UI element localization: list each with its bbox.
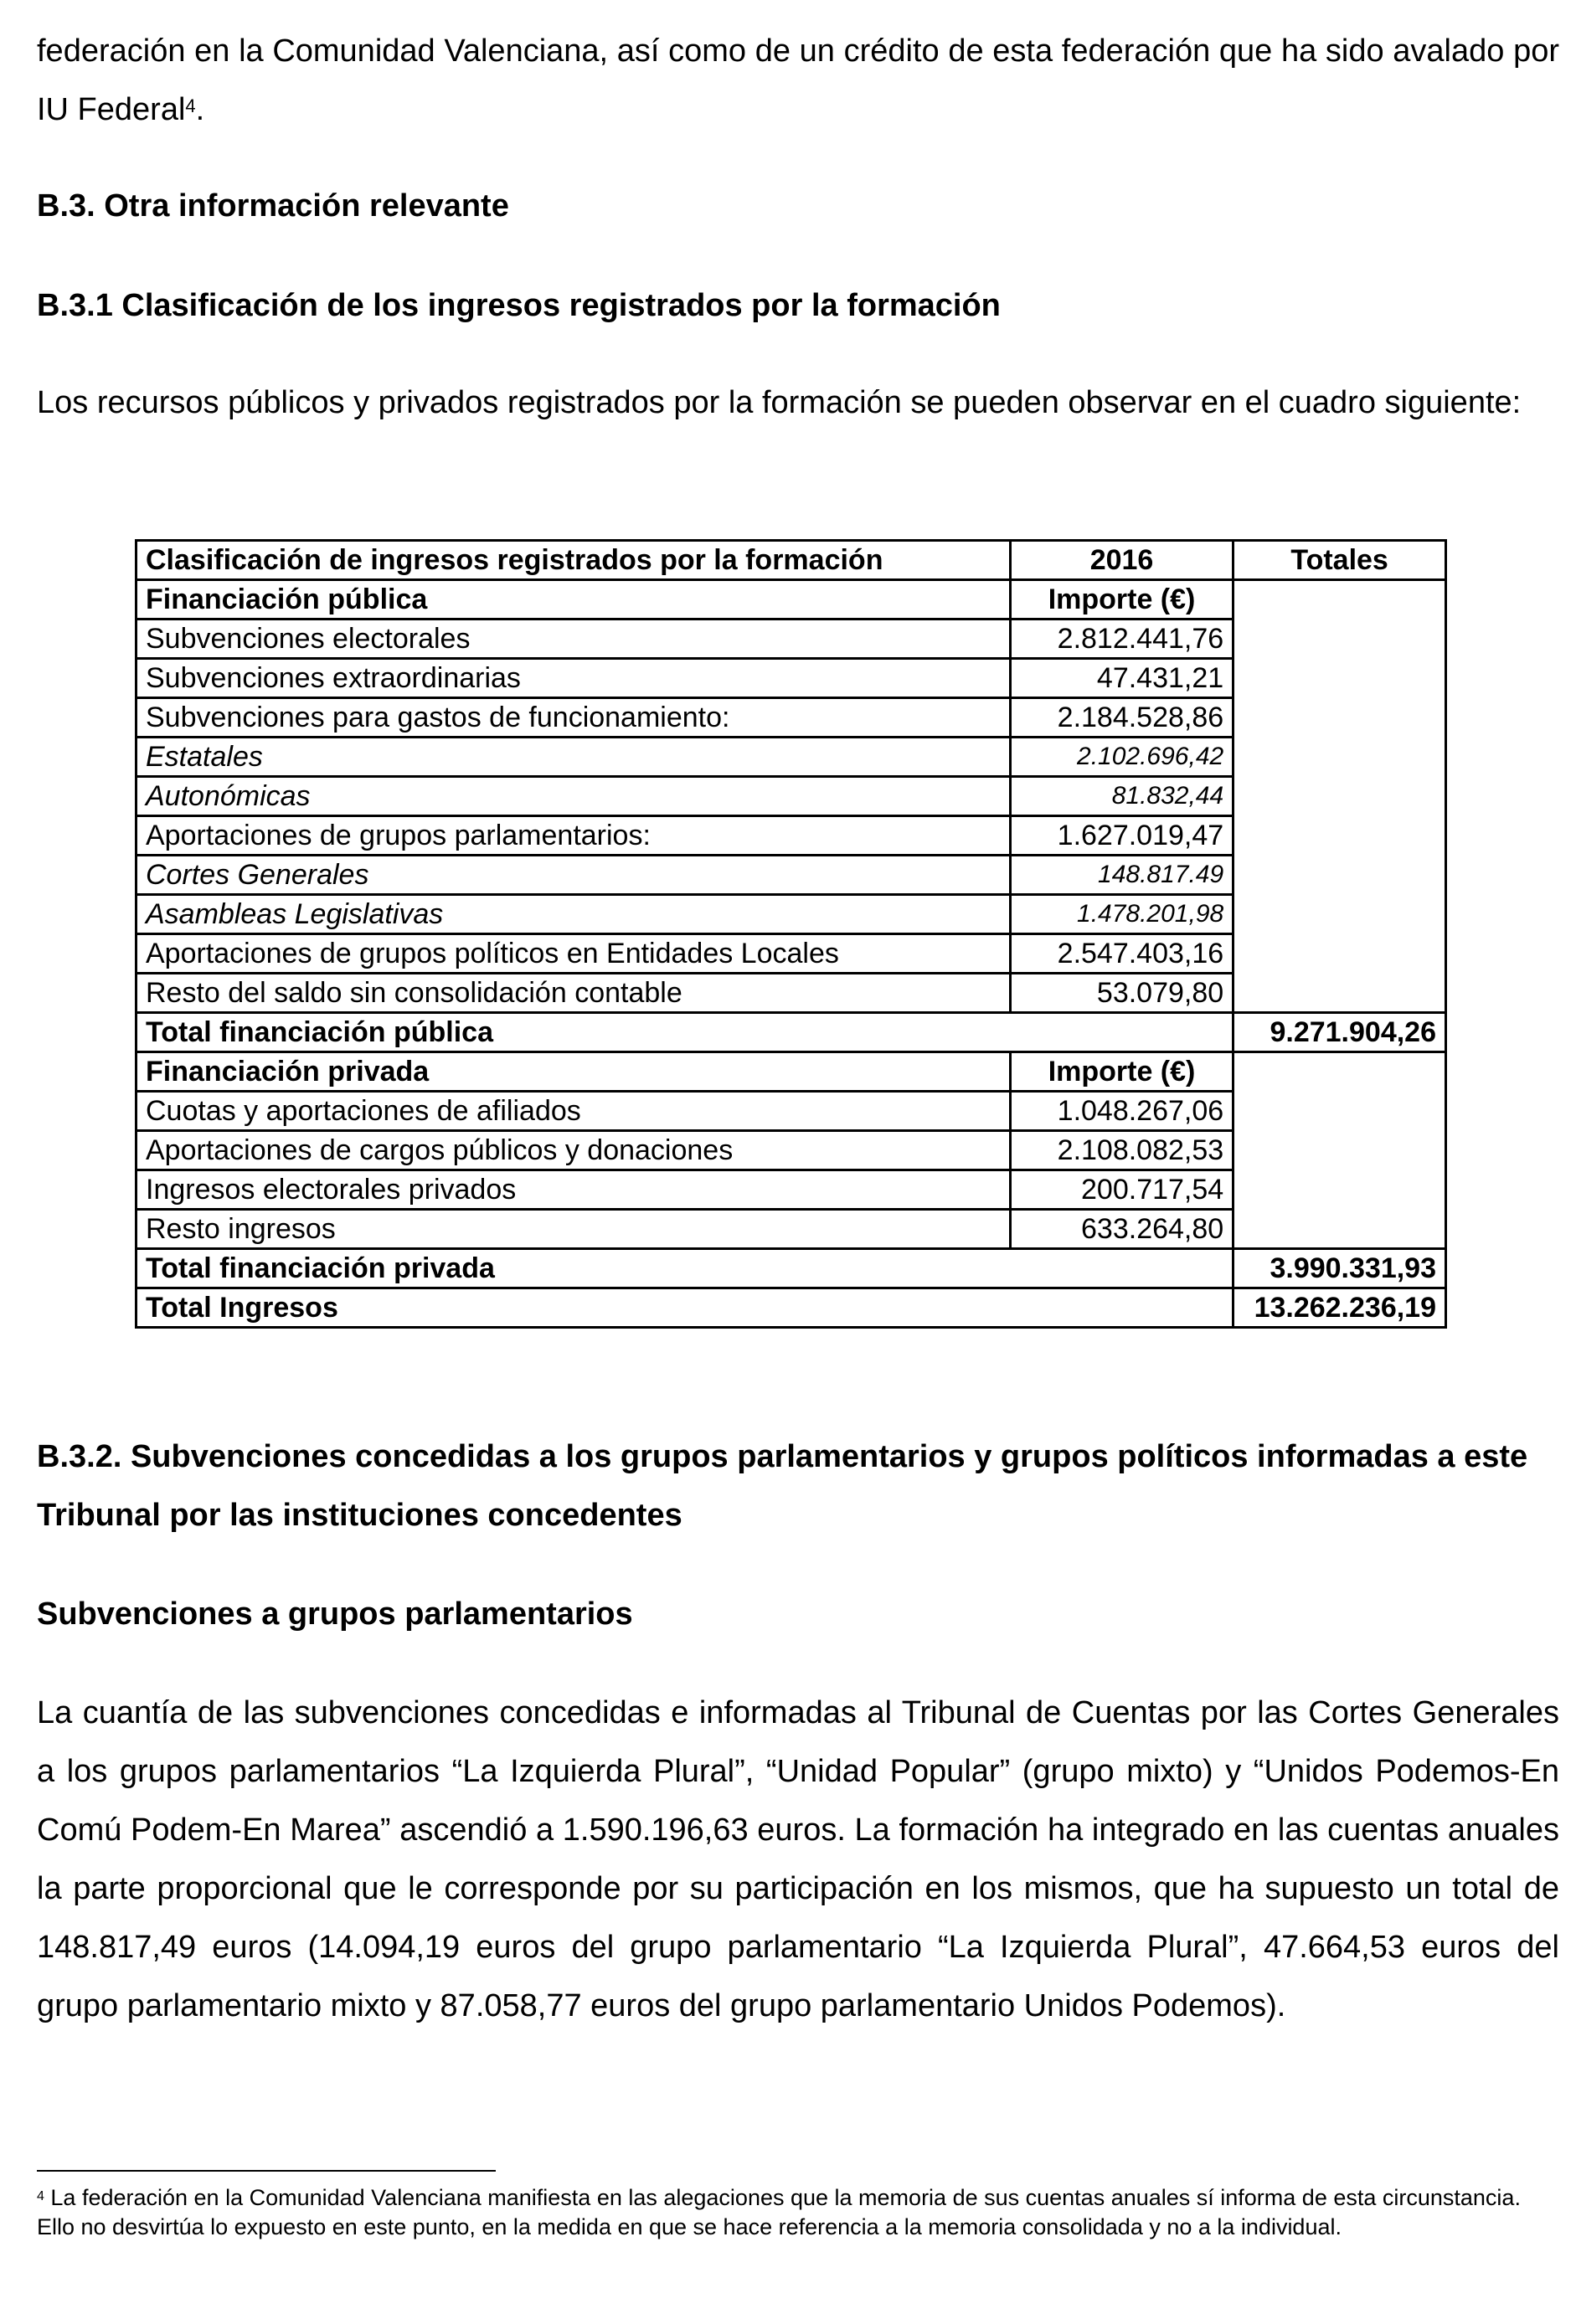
grand-total-label: Total Ingresos [136, 1288, 1234, 1328]
row-label: Estatales [136, 738, 1011, 777]
row-label: Aportaciones de cargos públicos y donaciones [136, 1131, 1011, 1170]
private-total-value: 3.990.331,93 [1234, 1249, 1446, 1288]
income-classification-table [135, 539, 1447, 1329]
private-financing-title: Financiación privada [136, 1052, 1011, 1092]
intro-paragraph [37, 22, 1559, 139]
row-label: Cuotas y aportaciones de afiliados [136, 1092, 1011, 1131]
row-value: 200.717,54 [1010, 1170, 1233, 1210]
row-label: Subvenciones para gastos de funcionamiento: [136, 698, 1011, 738]
table-row [136, 580, 1446, 620]
grand-total-value: 13.262.236,19 [1234, 1288, 1446, 1328]
table-header-row [136, 541, 1446, 580]
public-importe-label: Importe (€) [1010, 580, 1233, 620]
row-value: 53.079,80 [1010, 974, 1233, 1013]
footnote-reference[interactable]: 4 [185, 95, 196, 116]
row-value: 148.817.49 [1010, 856, 1233, 895]
footnote-number: 4 [37, 2189, 44, 2203]
private-importe-label: Importe (€) [1010, 1052, 1233, 1092]
totals-empty-cell [1234, 1052, 1446, 1249]
section-heading-b3: B.3. Otra información relevante [37, 188, 509, 224]
row-value: 2.108.082,53 [1010, 1131, 1233, 1170]
row-label: Resto ingresos [136, 1210, 1011, 1249]
table-row [136, 1052, 1446, 1092]
row-value: 2.184.528,86 [1010, 698, 1233, 738]
section-heading-b31: B.3.1 Clasificación de los ingresos registrados por la formación [37, 288, 1001, 323]
row-value: 81.832,44 [1010, 777, 1233, 816]
paragraph-b31: Los recursos públicos y privados registrados por la formación se pueden observar en el cuadro siguiente: [37, 385, 1522, 420]
table-total-row [136, 1249, 1446, 1288]
row-label: Asambleas Legislativas [136, 895, 1011, 934]
row-value: 2.812.441,76 [1010, 620, 1233, 659]
intro-text: federación en la Comunidad Valenciana, así como de un crédito de esta federación que ha sido avalado por IU Federal [37, 33, 1559, 127]
row-value: 2.102.696,42 [1010, 738, 1233, 777]
footnote-text: La federación en la Comunidad Valenciana manifiesta en las alegaciones que la memoria de sus cuentas anuales sí informa de esta circunstancia. Ello no desvirtúa lo expuesto en este punto, en la medida en que se hace referencia a la memoria consolidada y no a la individual. [37, 2185, 1521, 2239]
row-value: 1.627.019,47 [1010, 816, 1233, 856]
row-label: Resto del saldo sin consolidación contable [136, 974, 1011, 1013]
paragraph-b32: La cuantía de las subvenciones concedidas e informadas al Tribunal de Cuentas por las Cortes Generales a los grupos parlamentarios “La Izquierda Plural”, “Unidad Popular” (grupo mixto) y “Unidos Podemos-En Comú Podem-En Marea” ascendió a 1.590.196,63 euros. La formación ha integrado en las cuentas anuales la parte proporcional que le corresponde por su participación en los mismos, que ha supuesto un total de 148.817,49 euros (14.094,19 euros del grupo parlamentario “La Izquierda Plural”, 47.664,53 euros del grupo parlamentario mixto y 87.058,77 euros del grupo parlamentario Unidos Podemos). [37, 1695, 1559, 2023]
table-grand-total-row [136, 1288, 1446, 1328]
row-label: Subvenciones electorales [136, 620, 1011, 659]
public-total-value: 9.271.904,26 [1234, 1013, 1446, 1052]
public-total-label: Total financiación pública [136, 1013, 1234, 1052]
row-label: Ingresos electorales privados [136, 1170, 1011, 1210]
totals-empty-cell [1234, 580, 1446, 1013]
row-value: 633.264,80 [1010, 1210, 1233, 1249]
footnote [37, 2183, 1559, 2242]
row-value: 1.048.267,06 [1010, 1092, 1233, 1131]
row-label: Autonómicas [136, 777, 1011, 816]
row-label: Aportaciones de grupos parlamentarios: [136, 816, 1011, 856]
row-label: Cortes Generales [136, 856, 1011, 895]
header-totals: Totales [1234, 541, 1446, 580]
row-label: Subvenciones extraordinarias [136, 659, 1011, 698]
header-classification: Clasificación de ingresos registrados por la formación [136, 541, 1011, 580]
subheading-grupos-parlamentarios: Subvenciones a grupos parlamentarios [37, 1596, 633, 1632]
row-value: 1.478.201,98 [1010, 895, 1233, 934]
footnote-divider [37, 2170, 496, 2172]
row-value: 47.431,21 [1010, 659, 1233, 698]
section-heading-b32: B.3.2. Subvenciones concedidas a los grupos parlamentarios y grupos políticos informadas a este Tribunal por las instituciones concedentes [37, 1439, 1528, 1533]
row-value: 2.547.403,16 [1010, 934, 1233, 974]
row-label: Aportaciones de grupos políticos en Entidades Locales [136, 934, 1011, 974]
table-total-row [136, 1013, 1446, 1052]
intro-end: . [195, 92, 205, 127]
public-financing-title: Financiación pública [136, 580, 1011, 620]
header-year: 2016 [1010, 541, 1233, 580]
private-total-label: Total financiación privada [136, 1249, 1234, 1288]
